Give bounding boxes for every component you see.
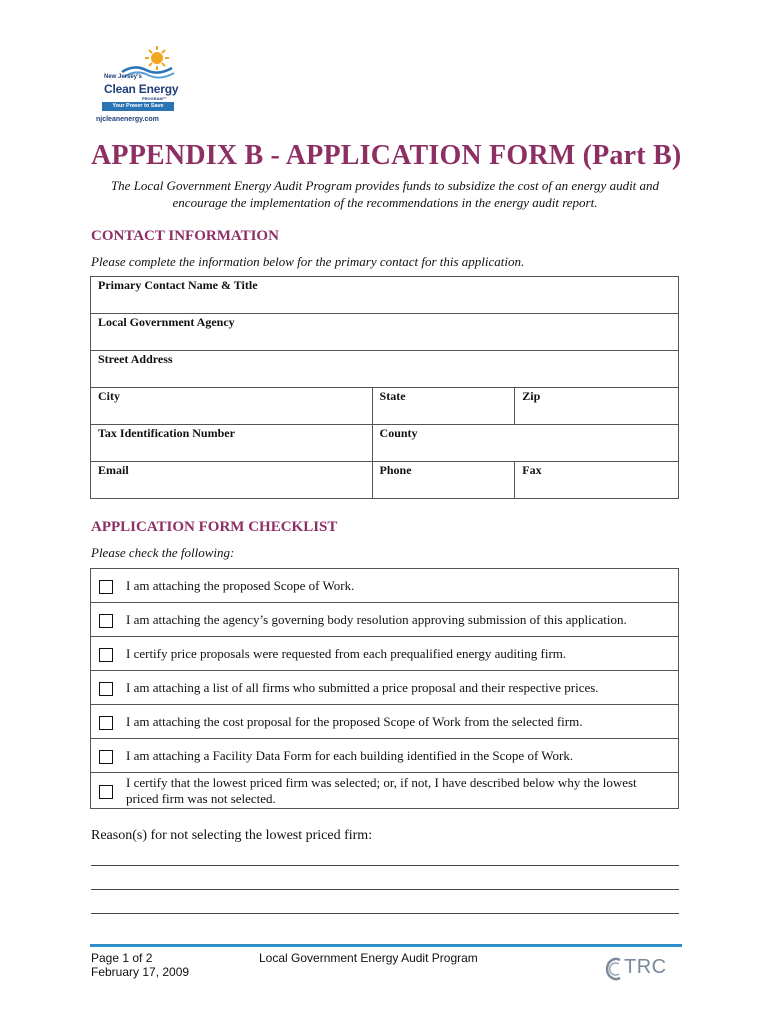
checkbox-facility-data-form[interactable]	[99, 750, 113, 764]
footer-date: February 17, 2009	[91, 965, 190, 979]
checklist-item-1: I am attaching the proposed Scope of Work.	[120, 569, 679, 603]
agency-label: Local Government Agency	[98, 315, 235, 329]
trc-swirl-icon	[604, 956, 624, 982]
footer-divider	[90, 944, 682, 947]
checkbox-lowest-priced-firm[interactable]	[99, 785, 113, 799]
checklist-item-3: I certify price proposals were requested from each prequalified energy auditing firm.	[120, 637, 679, 671]
contact-form-table	[90, 276, 679, 499]
zip-field[interactable]	[515, 388, 679, 425]
fax-label: Fax	[522, 463, 542, 477]
email-field[interactable]	[91, 462, 373, 499]
city-label: City	[98, 389, 120, 403]
footer-page-number: Page 1 of 2	[91, 951, 153, 965]
checklist-heading: APPLICATION FORM CHECKLIST	[91, 519, 338, 535]
tax-id-label: Tax Identification Number	[98, 426, 235, 440]
agency-field[interactable]	[91, 314, 679, 351]
reason-line-3[interactable]	[91, 913, 679, 914]
footer-program: Local Government Energy Audit Program	[259, 951, 478, 965]
phone-field[interactable]	[372, 462, 515, 499]
checkbox-scope-of-work[interactable]	[99, 580, 113, 594]
state-field[interactable]	[372, 388, 515, 425]
phone-label: Phone	[379, 463, 412, 477]
contact-heading: CONTACT INFORMATION	[91, 228, 279, 244]
intro-paragraph	[80, 177, 690, 211]
city-field[interactable]	[91, 388, 373, 425]
logo-line-clean-energy: Clean Energy	[104, 82, 179, 96]
checklist-note: Please check the following:	[91, 545, 235, 560]
intro-line-1: The Local Government Energy Audit Program provides funds to subsidize the cost of an energy audit and	[110, 178, 660, 193]
logo-line-program: PROGRAM™	[142, 96, 167, 101]
street-address-field[interactable]	[91, 351, 679, 388]
name-title-field[interactable]	[91, 277, 679, 314]
logo-line-state: New Jersey's	[104, 74, 142, 80]
email-label: Email	[98, 463, 129, 477]
county-field[interactable]	[372, 425, 678, 462]
tax-id-field[interactable]	[91, 425, 373, 462]
checkbox-price-proposals[interactable]	[99, 648, 113, 662]
nj-clean-energy-logo	[94, 44, 194, 128]
fax-field[interactable]	[515, 462, 679, 499]
street-address-label: Street Address	[98, 352, 173, 366]
state-label: State	[379, 389, 406, 403]
name-title-label: Primary Contact Name & Title	[98, 278, 258, 292]
contact-note: Please complete the information below for the primary contact for this application.	[91, 254, 525, 269]
checkbox-cost-proposal[interactable]	[99, 716, 113, 730]
checklist-item-5: I am attaching the cost proposal for the proposed Scope of Work from the selected firm.	[120, 705, 679, 739]
logo-tagline: Your Power to Save	[102, 102, 174, 111]
checklist-table	[90, 568, 679, 809]
checklist-item-4: I am attaching a list of all firms who submitted a price proposal and their respective prices.	[120, 671, 679, 705]
checklist-item-2: I am attaching the agency’s governing body resolution approving submission of this application.	[120, 603, 679, 637]
reason-line-1[interactable]	[91, 865, 679, 866]
reasons-label: Reason(s) for not selecting the lowest priced firm:	[91, 828, 373, 843]
intro-line-2: encourage the implementation of the recommendations in the energy audit report.	[172, 195, 598, 210]
county-label: County	[379, 426, 418, 440]
zip-label: Zip	[522, 389, 541, 403]
checklist-item-6: I am attaching a Facility Data Form for each building identified in the Scope of Work.	[120, 739, 679, 773]
checkbox-firms-list[interactable]	[99, 682, 113, 696]
trc-logo	[604, 954, 670, 982]
reason-line-2[interactable]	[91, 889, 679, 890]
logo-url: njcleanenergy.com	[96, 116, 159, 123]
checklist-item-7: I certify that the lowest priced firm was selected; or, if not, I have described below why the lowest priced firm was not selected.	[120, 773, 679, 809]
page-title: APPENDIX B - APPLICATION FORM (Part B)	[91, 140, 682, 171]
checkbox-resolution[interactable]	[99, 614, 113, 628]
trc-letters: TRC	[624, 956, 667, 978]
